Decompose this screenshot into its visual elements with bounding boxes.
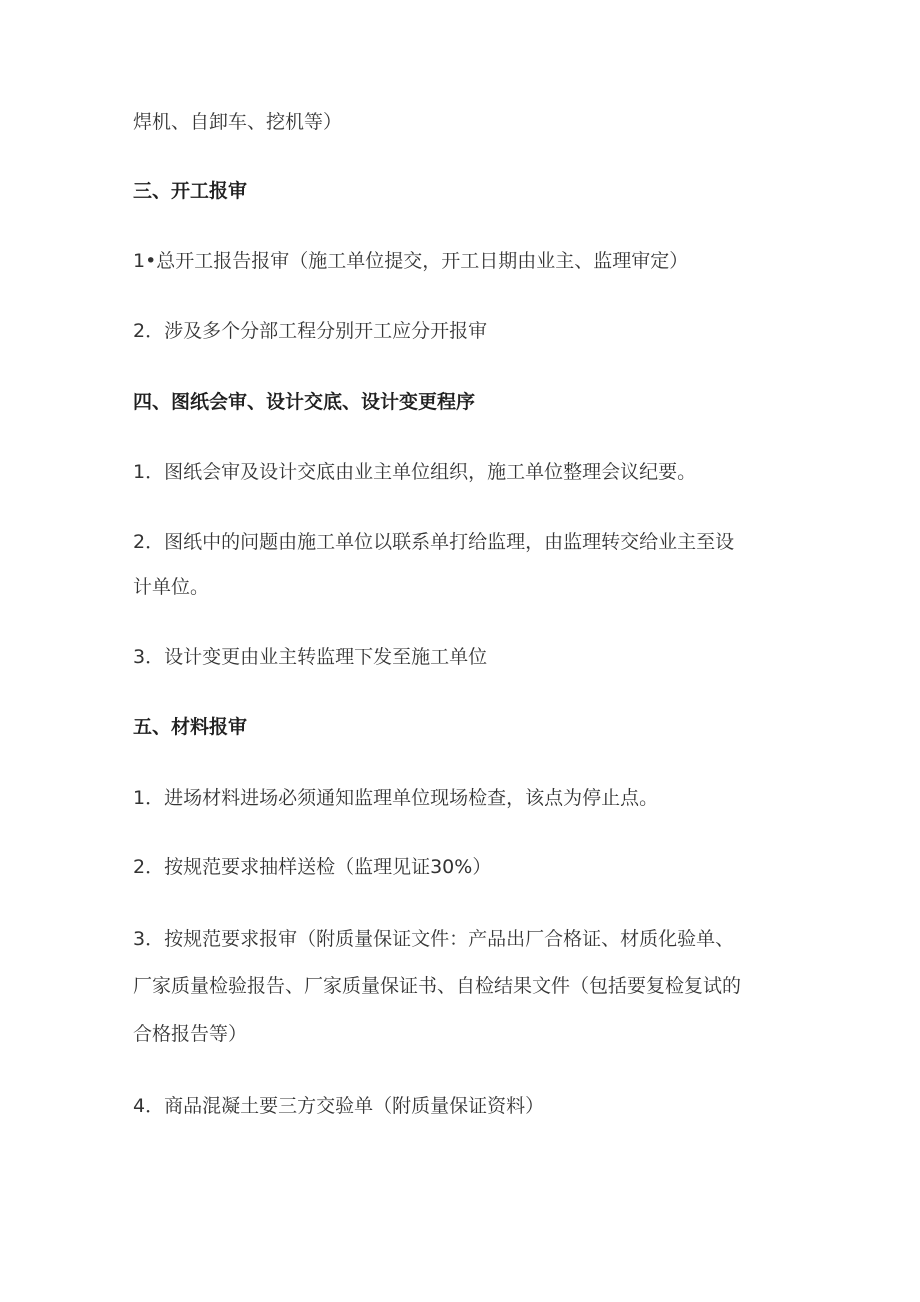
list-item-continuation: 合格报告等） [133,1023,248,1045]
section-heading-material-approval: 五、材料报审 [133,716,248,738]
list-item: 1．进场材料进场必须通知监理单位现场检查，该点为停止点。 [133,787,659,809]
list-item-continuation: 厂家质量检验报告、厂家质量保证书、自检结果文件（包括要复检复试的 [133,975,742,997]
section-heading-start-approval: 三、开工报审 [133,180,248,202]
list-item-continuation: 计单位。 [133,576,210,598]
list-item: 2．图纸中的问题由施工单位以联系单打给监理，由监理转交给业主至设 [133,531,735,553]
list-item: 2．按规范要求抽样送检（监理见证30%） [133,856,492,878]
list-item: 1．图纸会审及设计交底由业主单位组织，施工单位整理会议纪要。 [133,461,697,483]
list-item: 3．设计变更由业主转监理下发至施工单位 [133,646,488,668]
list-item: 2．涉及多个分部工程分别开工应分开报审 [133,320,488,342]
continuation-line: 焊机、自卸车、挖机等） [133,111,343,133]
list-item: 1•总开工报告报审（施工单位提交，开工日期由业主、监理审定） [133,250,689,272]
list-item: 4．商品混凝土要三方交验单（附质量保证资料） [133,1095,545,1117]
section-heading-drawings-design: 四、图纸会审、设计交底、设计变更程序 [133,391,476,413]
list-item: 3．按规范要求报审（附质量保证文件：产品出厂合格证、材质化验单、 [133,928,735,950]
